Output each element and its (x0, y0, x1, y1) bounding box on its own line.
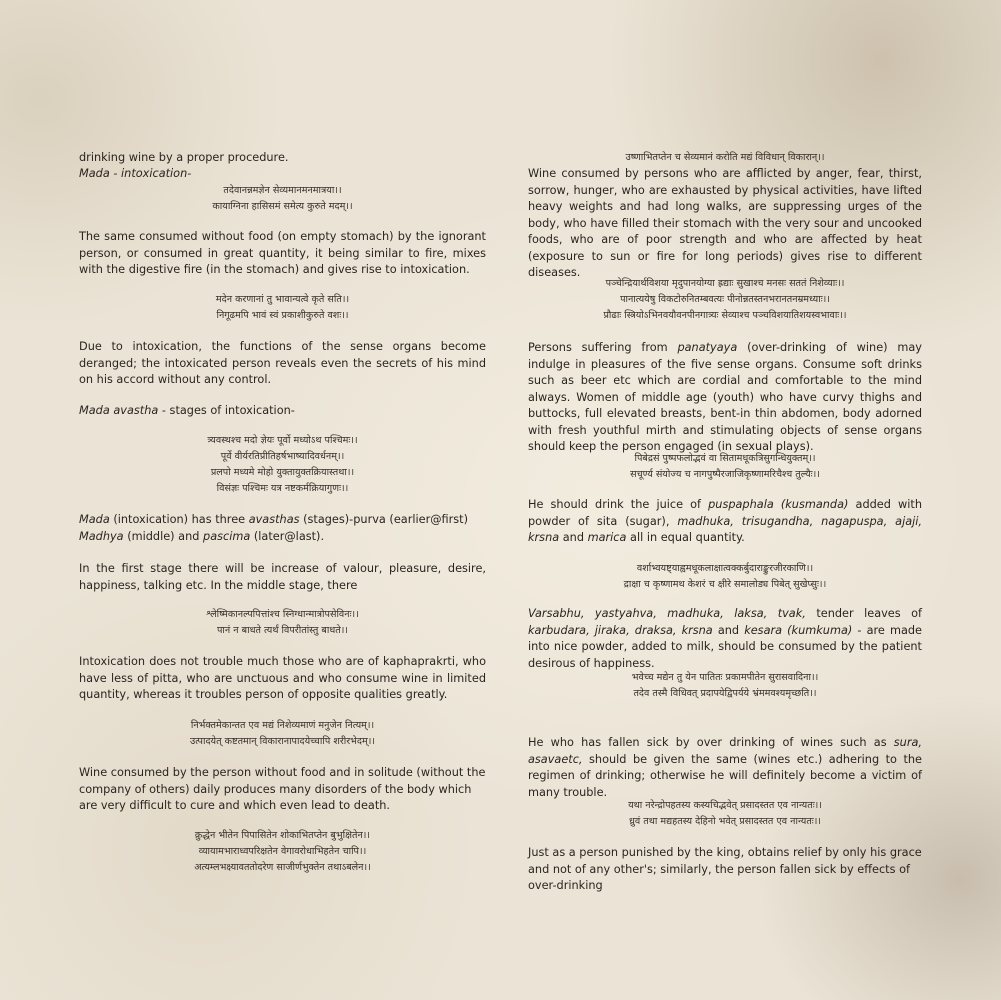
paragraph-sense-organs: Due to intoxication, the functions of the sense organs become deranged; the intoxicated person reveals even the secrets of his mind on his accord without any control. (79, 340, 486, 386)
sanskrit-verse-r4 (528, 561, 922, 593)
term-puspaphala: puspaphala (kusmanda) (708, 498, 849, 511)
paragraph-first-stage: In the first stage there will be increase of valour, pleasure, desire, happiness, talking etc. In the middle stage, there (79, 562, 486, 592)
text-span: added with powder of sita (sugar), (528, 498, 922, 528)
term-karbudara: karbudara, jiraka, draksa, krsna (528, 623, 713, 637)
verse-line: पानं न बाधते त्यर्थं विपरीतांस्तु बाधते।। (216, 625, 349, 636)
paragraph-varsabhu (528, 606, 922, 672)
term-pascima: pascima (203, 529, 251, 543)
sanskrit-verse-3 (79, 433, 486, 497)
paragraph-sura (528, 735, 922, 801)
sanskrit-verse-6 (79, 828, 486, 876)
verse-line: तदेवानन्नमज्ञेन सेव्यमानमनमात्रया।। (223, 185, 342, 196)
verse-line: पूर्वे वीर्यरतिप्रीतिहर्षभाष्यादिवर्धनम्।। (220, 451, 345, 462)
term-sura: sura, asavaetc, (528, 736, 922, 766)
text-span: (intoxication) has three (109, 513, 249, 526)
paragraph-empty-stomach: The same consumed without food (on empty stomach) by the ignorant person, or consumed in great quantity, it being similar to fire, mixes with the digestive fire (in the stomach) and gives rise to intoxication. (79, 230, 486, 276)
verse-line: व्यायामभाराध्वपरिक्षतेन वेगावरोधाभिहतेन चापि।। (198, 846, 367, 857)
heading-mada-text: Mada - intoxication- (79, 167, 192, 180)
verse-line: निर्भक्तमेकान्तत एव मद्यं निशेव्यमाणं मनुजेन नित्यम्।। (190, 720, 375, 731)
paragraph-three-avasthas (79, 512, 486, 545)
verse-line: अत्यम्लभक्ष्यावततोदरेण साजीर्णभुक्तेन तथाऽबलेन।। (194, 862, 371, 873)
sanskrit-verse-1 (79, 183, 486, 215)
sanskrit-verse-r3 (528, 451, 922, 483)
verse-line: पानात्ययेषु विकटोरुनितम्बवत्यः पीनोन्नतस्तनभरानतनम्रमध्याः।। (620, 294, 830, 305)
verse-line: सचूर्ण्य संयोज्य च नागपुष्पैरजाजिकृष्णामरिचैश्च तुल्यैः।। (630, 469, 820, 480)
text-span: and (559, 531, 588, 544)
text-span: Persons suffering from (528, 341, 678, 354)
paragraph-panatyaya (528, 340, 922, 456)
verse-line: निगूढमपि भावं स्वं प्रकाशीकुरुते वशः।। (216, 310, 349, 321)
term-madhya: Madhya (79, 529, 124, 543)
verse-line: पिबेद्रसं पुष्पफलोद्भवं वा सितामधूकत्रिसुगन्धियुक्तम्।। (634, 453, 816, 464)
paragraph-king: Just as a person punished by the king, obtains relief by only his grace and not of any other's; similarly, the person fallen sick by effects of over-drinking (528, 846, 922, 892)
paragraph-procedure: drinking wine by a proper procedure. (79, 151, 289, 164)
term-panatyaya: panatyaya (677, 341, 738, 354)
verse-line: कायाग्निना हासिसमं समेत्य कुरुते मदम्।। (212, 201, 353, 212)
verse-line: पञ्चेन्द्रियार्थविशया मृदुपानयोग्या ह्रद्याः सुखाश्च मनसः सततं निशेव्याः।। (605, 278, 845, 289)
paragraph-kaphaprakrti: Intoxication does not trouble much those who are of kaphaprakrti, who have less of pitta, who are unctuous and who consume wine in limited quantity, whereas it troubles person of opposite qualities greatly. (79, 655, 486, 701)
sanskrit-verse-5 (79, 718, 486, 750)
verse-line: उष्णाभितप्तेन च सेव्यमानं करोति मद्यं विविधान् विकारान्।। (625, 152, 825, 163)
text-span: (over-drinking of wine) may indulge in pleasures of the five sense organs. Consume soft drinks such as beer etc which are cordial and comfortable to the mind always. Women of middle age (youth) who have curvy thighs and buttocks, full elevated breasts, bent-in thin abdomen, body adorned with fresh youthful mirth and stimulating objects of sense organs should keep the person engaged (in sexual plays). (528, 341, 922, 453)
paragraph-solitude: Wine consumed by the person without food and in solitude (without the company of others) daily produces many disorders of the body which are very difficult to cure and which even lead to death. (79, 766, 486, 812)
sanskrit-verse-2 (79, 292, 486, 324)
text-span: He should drink the juice of (528, 498, 709, 511)
verse-line: यथा नरेन्द्रोपहतस्य कस्यचिद्भवेत् प्रसादस्तत एव नान्यतः।। (628, 800, 822, 811)
verse-line: उत्पादयेत् कष्टतमान् विकारानापादयेच्चापि शरीरभेदम्।। (189, 736, 376, 747)
verse-line: श्लेष्मिकानल्पपित्तांश्च स्निग्धान्मात्रोपसेविनः।। (206, 609, 359, 620)
text-span: tender leaves of (805, 607, 922, 620)
sanskrit-verse-r5 (528, 670, 922, 702)
text-span: (stages)-purva (earlier@first) (299, 513, 468, 526)
term-ingredients: madhuka, trisugandha, nagapuspa, ajaji, krsna (528, 514, 923, 544)
text-span: all in equal quantity. (626, 531, 745, 544)
verse-line: प्रलपो मध्यमे मोहो युक्तायुक्तक्रियास्तथा।। (210, 467, 355, 478)
heading-mada (79, 166, 486, 183)
verse-line: प्रौढाः स्त्रियोऽभिनवयौवनपीनगात्र्यः सेव्याश्च पञ्चविशयातिशयस्वभावाः।। (603, 310, 847, 321)
heading-avastha-rest: - stages of intoxication- (158, 404, 295, 417)
verse-line: द्राक्षा च कृष्णामथ केशरं च क्षीरे समालोड्य पिबेत् सुखेप्सुः।। (623, 579, 827, 590)
heading-mada-avastha (79, 403, 486, 420)
term-avasthas: avasthas (248, 513, 300, 526)
sanskrit-verse-r2 (528, 276, 922, 324)
term-mada: Mada (79, 513, 110, 526)
heading-avastha-italic: Mada avastha (79, 404, 159, 417)
verse-line: मदेन करणानां तु भावान्यत्वे कृते सति।। (215, 294, 350, 305)
term-kesara: kesara (kumkuma) (744, 623, 853, 637)
verse-line: त्र्यवस्थश्च मदो ज्ञेयः पूर्वो मध्योऽथ पश्चिमः।। (207, 435, 358, 446)
term-varsabhu: Varsabhu, yastyahva, madhuka, laksa, tvak, (528, 607, 806, 620)
sanskrit-verse-r6 (528, 798, 922, 830)
verse-line: तदेव तस्मै विधिवत् प्रदापयेद्विपर्यये भ्रंममवश्यमृच्छति।। (633, 688, 817, 699)
text-span: - are made into nice powder, added to milk, should be consumed by the patient desirous of happiness. (528, 623, 923, 670)
sanskrit-verse-4 (79, 607, 486, 639)
text-span: (later@last). (250, 529, 325, 543)
verse-line: विसंज्ञः पश्चिमः यत्र नष्टकर्मक्रियागुणः।। (216, 483, 349, 494)
verse-line: ध्रुवं तथा मद्यहतस्य देहिनो भवेत् प्रसादस्तत एव नान्यतः।। (628, 816, 822, 827)
text-span: (middle) and (123, 529, 204, 543)
verse-line: क्रुद्धेन भीतेन पिपासितेन शोकाभितप्तेन बुभुक्षितेन।। (194, 830, 371, 841)
text-span: should be given the same (wines etc.) adhering to the regimen of drinking; otherwise he will definitely become a victim of many trouble. (528, 752, 922, 799)
verse-line: वर्शाभ्वयष्ट्याह्वमधूकलाक्षात्वक्कर्बुदाराङ्कुरजीरकाणि।। (636, 563, 814, 574)
verse-line: भवेच्च मद्येन तु येन पातितः प्रकामपीतेन सुरासवादिना।। (631, 672, 819, 683)
paragraph-afflicted-persons: Wine consumed by persons who are afflicted by anger, fear, thirst, sorrow, hunger, who are exhausted by physical activities, have lifted heavy weights and had long walks, are suppressing urges of the body, who have filled their stomach with the very sour and uncooked foods, who are of poor strength and who are affected by heat (exposure to sun or fire for long periods) gives rise to different diseases. (528, 167, 922, 279)
sanskrit-verse-r1 (528, 150, 922, 166)
paragraph-puspaphala (528, 497, 922, 547)
text-span: and (712, 623, 745, 637)
term-marica: marica (587, 531, 627, 544)
text-span: He who has fallen sick by over drinking of wines such as (528, 736, 894, 749)
